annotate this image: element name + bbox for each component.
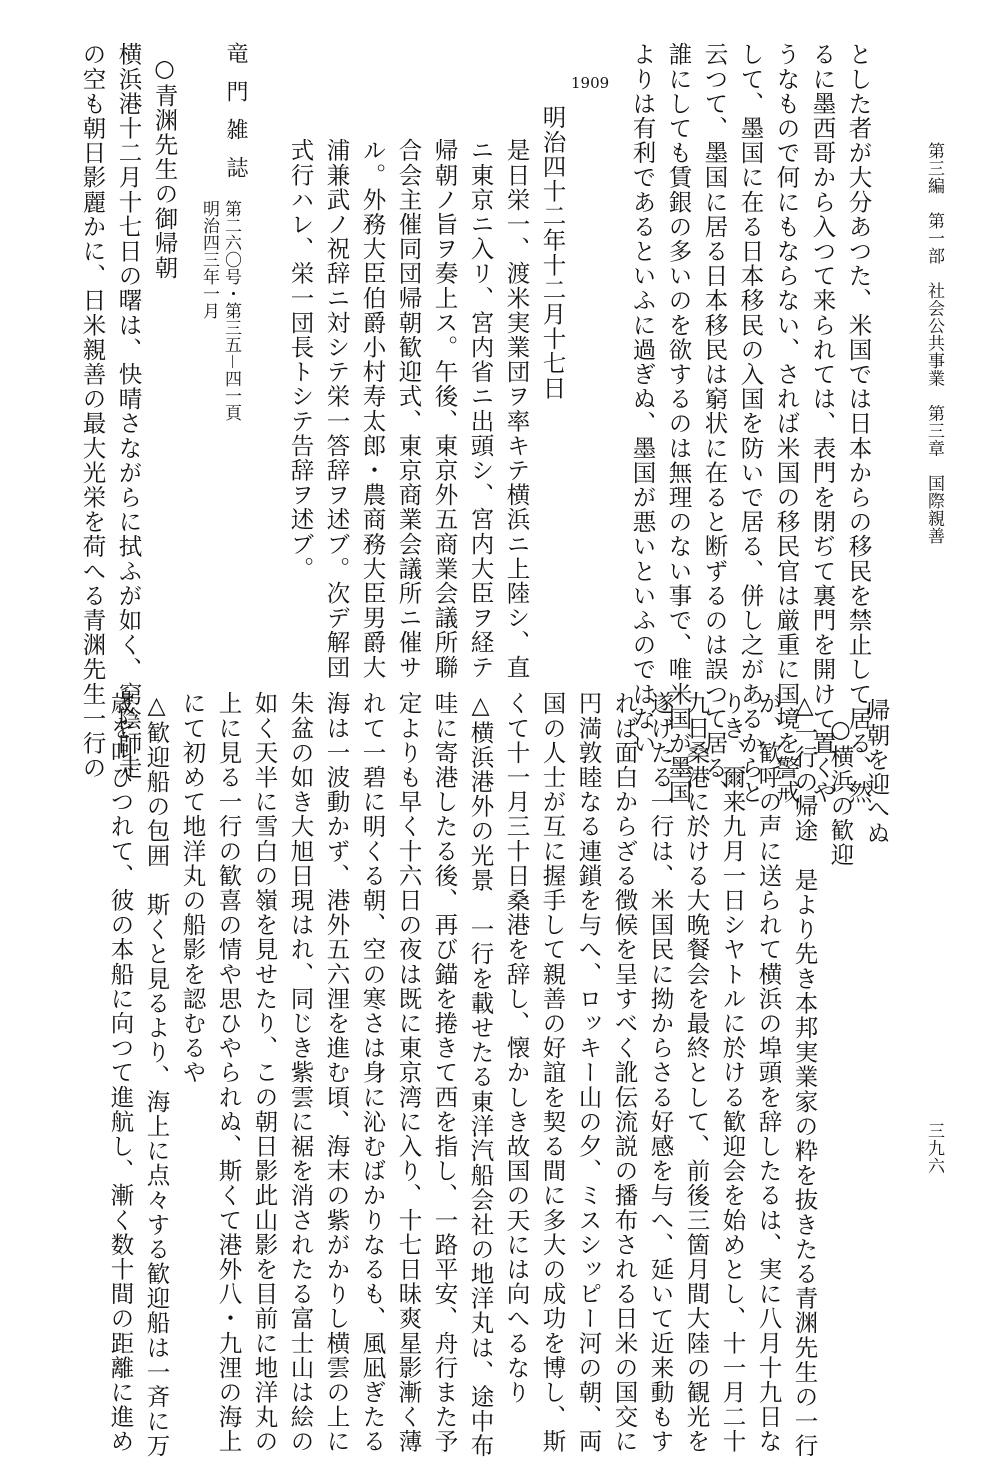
section-heading: 帰朝を迎へぬ <box>862 698 891 846</box>
source-reference: 第二六〇号・第三五－四一頁 <box>221 200 241 421</box>
article-title: ○青渊先生の御帰朝 <box>150 54 179 280</box>
diary-column: ル。外務大臣伯爵小村寿太郎・農商務大臣男爵大 <box>358 138 387 680</box>
text-column: 誰にしても賃銀の多いのを欲するのは無理のない事で、唯米国が墨国 <box>664 42 693 805</box>
text-column: るに墨西哥から入つて来られては、表門を閉ぢて裏門を開けて置くや <box>808 42 837 805</box>
text-column: れて一碧に明くる朝、空の寒さは身に沁むばかりなるも、風凪ぎたる <box>358 691 387 1454</box>
text-column: れば面白からざる徴候を呈すべく訛伝流説の播布される日米の国交に <box>610 691 639 1454</box>
source-date: 明治四三年一月 <box>199 200 219 319</box>
source-title: 竜門雑誌 <box>223 42 248 194</box>
text-column: 上に見る一行の歓喜の情や思ひやられぬ、斯くて港外八・九浬の海上 <box>214 691 243 1454</box>
text-column: して、墨国に在る日本移民の入国を防いで居る、併し之があるからと <box>736 42 765 805</box>
text-column: が、歓呼の声に送られて横浜の埠頭を辞したるは、実に八月十九日な <box>754 691 783 1454</box>
text-column: 定よりも早く十六日の夜は既に東京湾に入り、十七日昧爽星影漸く薄 <box>394 691 423 1454</box>
text-column: とした者が大分あつた、米国では日本からの移民を禁止して居る、然 <box>844 42 873 805</box>
diary-column: 合会主催同団帰朝歓迎式、東京商業会議所ニ催サ <box>394 138 423 680</box>
text-column: 歳を叫びつれて、彼の本船に向つて進航し、漸く数十間の距離に進め <box>106 691 135 1454</box>
text-column: 云つて、墨国に居る日本移民は窮状に在ると断ずるのは誤つて居る、 <box>700 42 729 805</box>
text-column: 九日桑港に於ける大晩餐会を最終として、前後三箇月間大陸の観光を <box>682 691 711 1454</box>
text-column: 海は一波動かず、港外五六浬を進む頃、海末の紫がかりし横雲の上に <box>322 691 351 1454</box>
article-column: 横浜港十二月十七日の曙は、快晴さながらに拭ふが如く、窮陰師走 <box>114 42 143 780</box>
text-column: 哇に寄港したる後、再び錨を捲きて西を指し、一路平安、舟行また予 <box>430 691 459 1454</box>
article-column: の空も朝日影麗かに、日米親善の最大光栄を荷へる青渊先生一行の <box>78 42 107 780</box>
text-column: にて初めて地洋丸の船影を認むるや <box>178 691 207 1085</box>
page-number: 三九六 <box>924 1122 944 1175</box>
text-column: くて十一月三十日桑港を辞し、懐かしき故国の天には向へるなり <box>502 691 531 1405</box>
text-column: 国の人士が互に握手して親善の好誼を契る間に多大の成功を博し、斯 <box>538 691 567 1454</box>
text-column: よりは有利であるといふに過ぎぬ、墨国が悪いといふのではない <box>628 42 657 756</box>
text-column: うなもので何にもならない、されば米国の移民官は厳重に国境を警戒 <box>772 42 801 805</box>
text-column: 遂げたる一行は、米国民に拗からさる好感を与へ、延いて近来動もす <box>646 691 675 1454</box>
diary-date: 明治四十二年十二月十七日 <box>538 105 567 401</box>
diary-column: 帰朝ノ旨ヲ奏上ス。午後、東京外五商業会議所聯 <box>430 138 459 680</box>
text-column: △歓迎船の包囲 斯くと見るより、海上に点々する歓迎船は一斉に万 <box>142 691 171 1458</box>
text-column: △一行の帰途 是より先き本邦実業家の粋を抜きたる青渊先生の一行 <box>790 691 819 1458</box>
text-column: 朱盆の如き大旭日現はれ、同じき紫雲に裾を消されたる富士山は絵の <box>286 691 315 1454</box>
diary-column: ニ東京ニ入リ、宮内省ニ出頭シ、宮内大臣ヲ経テ <box>466 138 495 680</box>
year-note: 1909 <box>571 74 610 92</box>
text-column: 如く天半に雪白の嶺を見せたり、この朝日影此山影を目前に地洋丸の <box>250 691 279 1454</box>
diary-column: 浦兼武ノ祝辞ニ対シテ栄一答辞ヲ述ブ。次デ解団 <box>322 138 351 680</box>
running-header: 第三編 第一部 社会公共事業 第三章 国際親善 <box>924 142 944 545</box>
text-column: りき、爾来九月一日シヤトルに於ける歓迎会を始めとし、十一月二十 <box>718 691 747 1454</box>
diary-column: 式行ハレ、栄一団長トシテ告辞ヲ述ブ。 <box>286 138 315 581</box>
text-column: 円満敦睦なる連鎖を与へ、ロッキー山の夕、ミスシッピー河の朝、両 <box>574 691 603 1454</box>
diary-column: 是日栄一、渡米実業団ヲ率キテ横浜ニ上陸シ、直 <box>502 138 531 680</box>
text-column: △横浜港外の光景 一行を載せたる東洋汽船会社の地洋丸は、途中布 <box>466 691 495 1458</box>
section-subheading: ○横浜の歓迎 <box>826 715 855 868</box>
